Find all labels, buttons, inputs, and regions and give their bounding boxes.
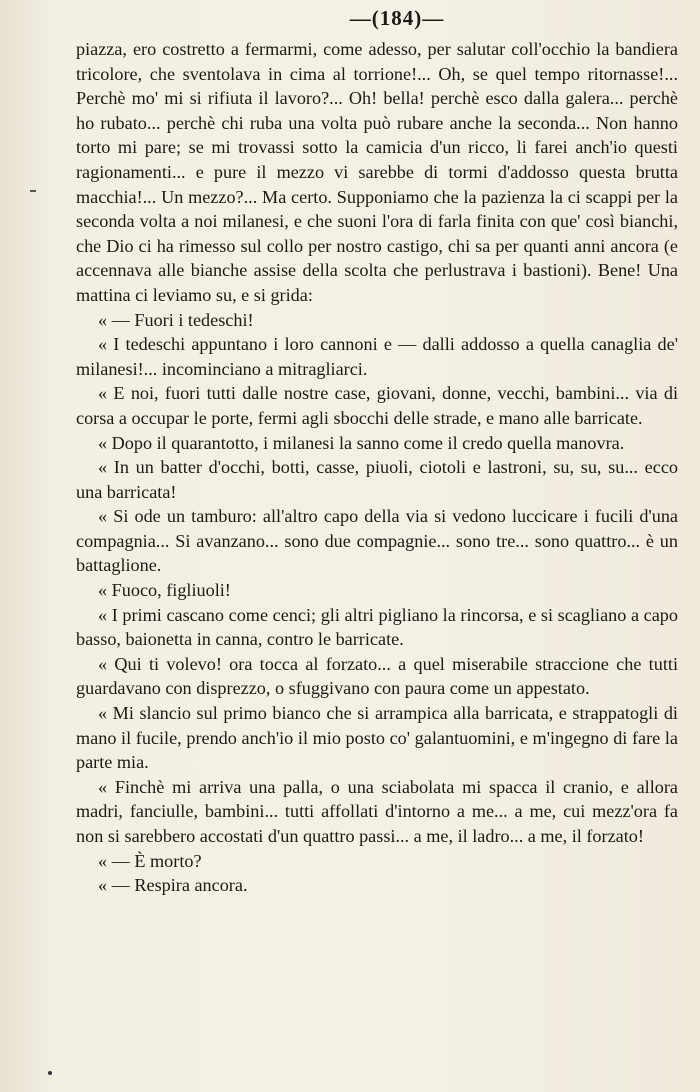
paragraph: « Si ode un tamburo: all'altro capo della via si vedono luccicare i fucili d'una compagnia... Si avanzano... sono due compagnie... sono tre... sono quattro... è un battaglione. — [76, 506, 678, 576]
paragraph: « Fuoco, figliuoli! — [98, 580, 231, 601]
paragraph: « — Fuori i tedeschi! — [98, 309, 254, 330]
paragraph: « I primi cascano come cenci; gli altri pigliano la rincorsa, e si scagliano a capo basso, baionetta in canna, contro le barricate. — [76, 604, 678, 650]
body-text — [76, 37, 678, 898]
paragraph: « Mi slancio sul primo bianco che si arrampica alla barricata, e strappatogli di mano il fucile, prendo anch'io il mio posto co' galantuomini, e m'ingegno di fare la parte mia. — [76, 703, 678, 773]
paragraph: piazza, ero costretto a fermarmi, come adesso, per salutar coll'occhio la bandiera tricolore, che sventolava in cima al torrione!... Oh, se quel tempo ritornasse!... Perchè mo' mi si rifiuta il lavoro?... Oh! bella! perchè esco dalla galera... perchè ho rubato... perchè chi ruba una volta può rubare anche la seconda... Non hanno torto mi pare; se mi trovassi sotto la camicia d'un ricco, li farei anch'io questi ragionamenti... e pure il mezzo vi sarebbe di tormi d'addosso questa brutta macchia!... Un mezzo?... Ma certo. Supponiamo che la pazienza la ci scappi per la seconda volta a noi milanesi, e che suoni l'ora di farla finita con que' così bianchi, che Dio ci ha rimesso sul collo per nostro castigo, chi sa per quanti anni ancora (e accennava alle bianche assise della scolta che perlustrava i bastioni). Bene! Una mattina ci leviamo su, e si grida: — [76, 39, 678, 305]
paragraph: « Finchè mi arriva una palla, o una sciabolata mi spacca il cranio, e allora madri, fanciulle, bambini... tutti affollati d'intorno a me... a me, cui mezz'ora fa non si sarebbero accostati d'un quattro passi... a me, il ladro... a me, il forzato! — [76, 776, 678, 846]
paragraph: « In un batter d'occhi, botti, casse, piuoli, ciotoli e lastroni, su, su, su... ecco una barricata! — [76, 457, 678, 502]
margin-dot — [48, 1071, 52, 1075]
paragraph: « — Respira ancora. — [98, 875, 248, 896]
paragraph: « Qui ti volevo! ora tocca al forzato... a quel miserabile straccione che tutti guardavano con disprezzo, o sfuggivano con paura come un appestato. — [76, 653, 678, 699]
paragraph: « Dopo il quarantotto, i milanesi la sanno come il credo quella manovra. — [98, 432, 625, 453]
paragraph: « — È morto? — [98, 850, 202, 871]
page-number-header: —(184)— — [349, 6, 445, 30]
paragraph: « I tedeschi appuntano i loro cannoni e — dalli addosso a quella canaglia de' milanesi!... incominciano a mitragliarci. — [76, 334, 678, 379]
margin-mark — [30, 190, 36, 192]
paragraph: « E noi, fuori tutti dalle nostre case, giovani, donne, vecchi, bambini... via di corsa a occupar le porte, fermi agli sbocchi delle strade, e mano alle barricate. — [76, 383, 678, 428]
